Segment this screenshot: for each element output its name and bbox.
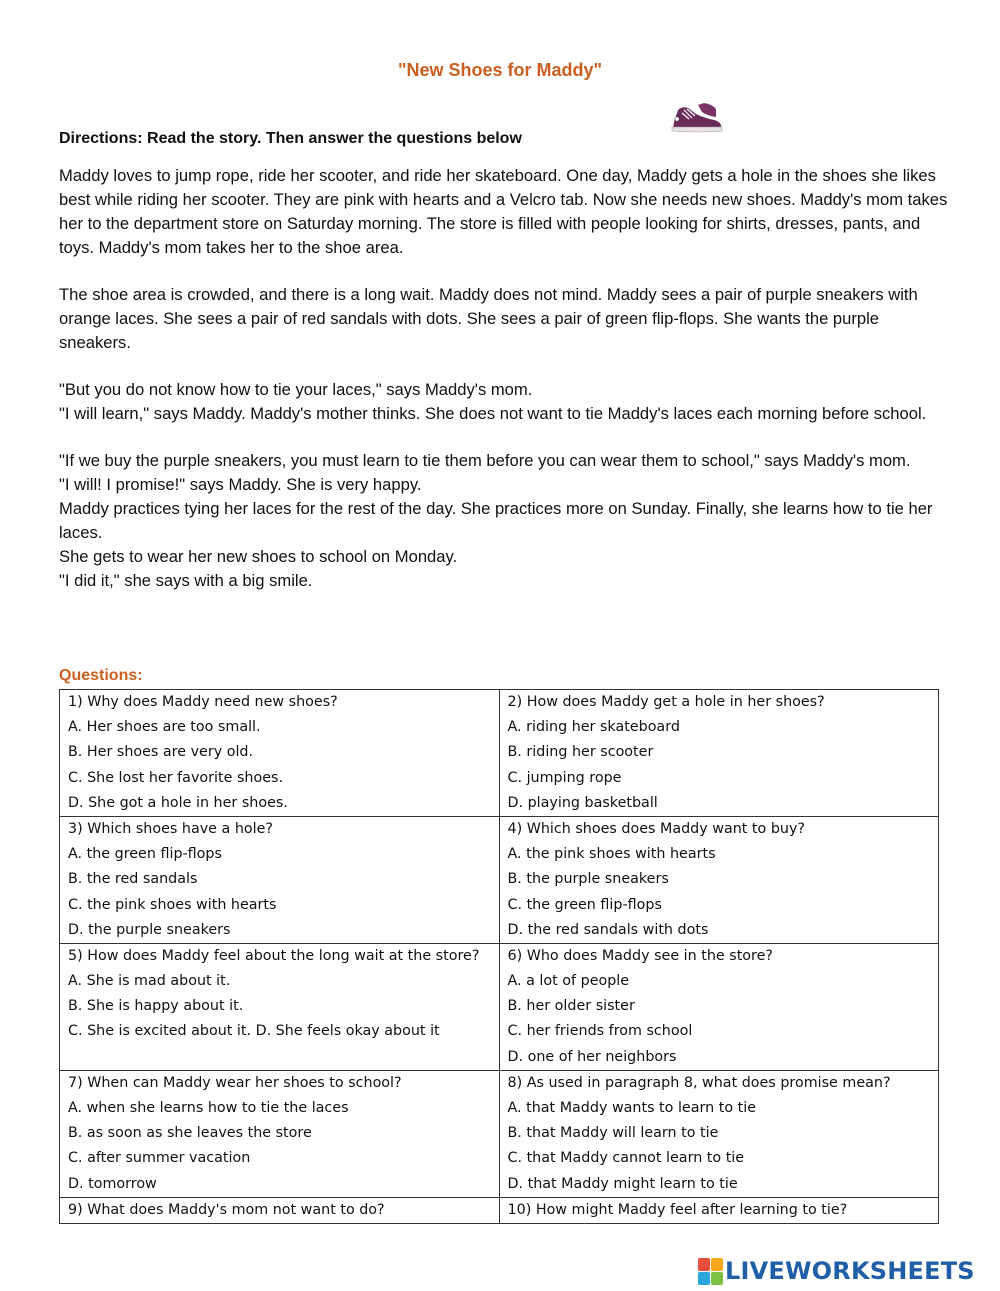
logo-tile bbox=[711, 1272, 723, 1285]
answer-option: A. that Maddy wants to learn to tie bbox=[507, 1100, 756, 1116]
questions-table bbox=[59, 689, 939, 1224]
answer-option: B. She is happy about it. bbox=[68, 998, 244, 1015]
answer-option: B. as soon as she leaves the store bbox=[68, 1125, 312, 1142]
liveworksheets-logo[interactable] bbox=[698, 1256, 975, 1286]
story-line: "If we buy the purple sneakers, you must learn to tie them before you can wear them to school," says Maddy's mom. bbox=[59, 451, 911, 470]
question-text: 2) How does Maddy get a hole in her shoes? bbox=[507, 694, 825, 710]
question-text: 3) Which shoes have a hole? bbox=[68, 820, 273, 837]
table-row bbox=[60, 943, 939, 1070]
answer-option: B. that Maddy will learn to tie bbox=[507, 1125, 719, 1142]
answer-option: B. her older sister bbox=[507, 998, 635, 1015]
answer-option: D. one of her neighbors bbox=[507, 1048, 677, 1065]
answer-option: C. the green flip-flops bbox=[507, 896, 662, 913]
answer-option: C. She is excited about it. D. She feels okay about it bbox=[68, 1023, 440, 1040]
answer-option: A. the pink shoes with hearts bbox=[507, 846, 716, 863]
table-row bbox=[60, 816, 939, 943]
answer-option: B. riding her scooter bbox=[507, 744, 654, 761]
question-cell bbox=[60, 1070, 500, 1197]
sneaker-icon bbox=[668, 100, 724, 134]
story-line: "I will! I promise!" says Maddy. She is very happy. bbox=[59, 475, 422, 494]
question-text: 9) What does Maddy's mom not want to do? bbox=[68, 1201, 385, 1218]
logo-tile bbox=[711, 1258, 723, 1271]
question-cell bbox=[60, 816, 500, 943]
answer-option: A. riding her skateboard bbox=[507, 719, 680, 736]
answer-option: C. the pink shoes with hearts bbox=[68, 896, 277, 913]
table-row bbox=[60, 1197, 939, 1223]
questions-heading: Questions: bbox=[59, 667, 143, 684]
question-cell bbox=[499, 943, 939, 1070]
question-text: 5) How does Maddy feel about the long wait at the store? bbox=[68, 947, 480, 964]
answer-option: C. jumping rope bbox=[507, 769, 622, 786]
story-paragraph: Maddy loves to jump rope, ride her scooter, and ride her skateboard. One day, Maddy gets a hole in the shoes she likes best while riding her scooter. They are pink with hearts and a Velcro tab. Now she needs new shoes. Maddy's mom takes her to the department store on Saturday morning. The store is filled with people looking for shirts, dresses, pants, and toys. Maddy's mom takes her to the shoe area. bbox=[59, 166, 948, 257]
question-cell bbox=[60, 943, 500, 1070]
answer-option: A. the green flip-flops bbox=[68, 846, 222, 863]
answer-option: D. the red sandals with dots bbox=[507, 921, 709, 938]
story-line: "But you do not know how to tie your laces," says Maddy's mom. bbox=[59, 380, 533, 399]
answer-option: D. She got a hole in her shoes. bbox=[68, 794, 288, 811]
answer-option: C. that Maddy cannot learn to tie bbox=[507, 1150, 745, 1167]
question-cell bbox=[60, 690, 500, 817]
question-cell bbox=[499, 816, 939, 943]
question-text: 7) When can Maddy wear her shoes to school? bbox=[68, 1074, 402, 1091]
directions-text: Directions: Read the story. Then answer the questions below bbox=[59, 130, 522, 147]
answer-option: D. tomorrow bbox=[68, 1175, 157, 1192]
question-cell bbox=[499, 1070, 939, 1197]
table-row bbox=[60, 1070, 939, 1197]
story-line: "I did it," she says with a big smile. bbox=[59, 571, 313, 590]
answer-option: C. after summer vacation bbox=[68, 1150, 251, 1167]
question-text: 4) Which shoes does Maddy want to buy? bbox=[507, 820, 806, 837]
question-text: 8) As used in paragraph 8, what does promise mean? bbox=[507, 1074, 891, 1091]
question-cell bbox=[60, 1197, 500, 1223]
logo-tile bbox=[698, 1272, 710, 1285]
answer-option: C. She lost her favorite shoes. bbox=[68, 769, 283, 786]
answer-option: A. She is mad about it. bbox=[68, 973, 231, 990]
question-text: 6) Who does Maddy see in the store? bbox=[507, 947, 773, 964]
question-text: 1) Why does Maddy need new shoes? bbox=[68, 694, 338, 710]
answer-option: A. Her shoes are too small. bbox=[68, 719, 261, 736]
logo-text: LIVEWORKSHEETS bbox=[725, 1257, 975, 1285]
answer-option: C. her friends from school bbox=[507, 1023, 693, 1040]
answer-option: D. the purple sneakers bbox=[68, 921, 231, 938]
question-cell bbox=[499, 690, 939, 817]
question-cell bbox=[499, 1197, 939, 1223]
answer-option: D. playing basketball bbox=[507, 794, 658, 811]
worksheet-title: "New Shoes for Maddy" bbox=[397, 60, 603, 80]
logo-tile bbox=[698, 1258, 710, 1271]
answer-option: B. the purple sneakers bbox=[507, 871, 669, 888]
question-text: 10) How might Maddy feel after learning to tie? bbox=[507, 1201, 848, 1218]
story-text bbox=[59, 164, 949, 593]
answer-option: B. Her shoes are very old. bbox=[68, 744, 254, 761]
story-line: She gets to wear her new shoes to school on Monday. bbox=[59, 547, 458, 566]
story-paragraph: The shoe area is crowded, and there is a long wait. Maddy does not mind. Maddy sees a pair of purple sneakers with orange laces. She sees a pair of red sandals with dots. She sees a pair of green flip-flops. She wants the purple sneakers. bbox=[59, 285, 918, 352]
table-row bbox=[60, 690, 939, 817]
answer-option: B. the red sandals bbox=[68, 871, 198, 888]
answer-option: A. when she learns how to tie the laces bbox=[68, 1100, 349, 1116]
answer-option: A. a lot of people bbox=[507, 973, 630, 990]
liveworksheets-logo-icon bbox=[698, 1258, 722, 1284]
story-line: "I will learn," says Maddy. Maddy's mother thinks. She does not want to tie Maddy's laces each morning before school. bbox=[59, 404, 927, 423]
answer-option: D. that Maddy might learn to tie bbox=[507, 1175, 738, 1192]
story-line: Maddy practices tying her laces for the rest of the day. She practices more on Sunday. Finally, she learns how to tie her laces. bbox=[59, 499, 933, 542]
